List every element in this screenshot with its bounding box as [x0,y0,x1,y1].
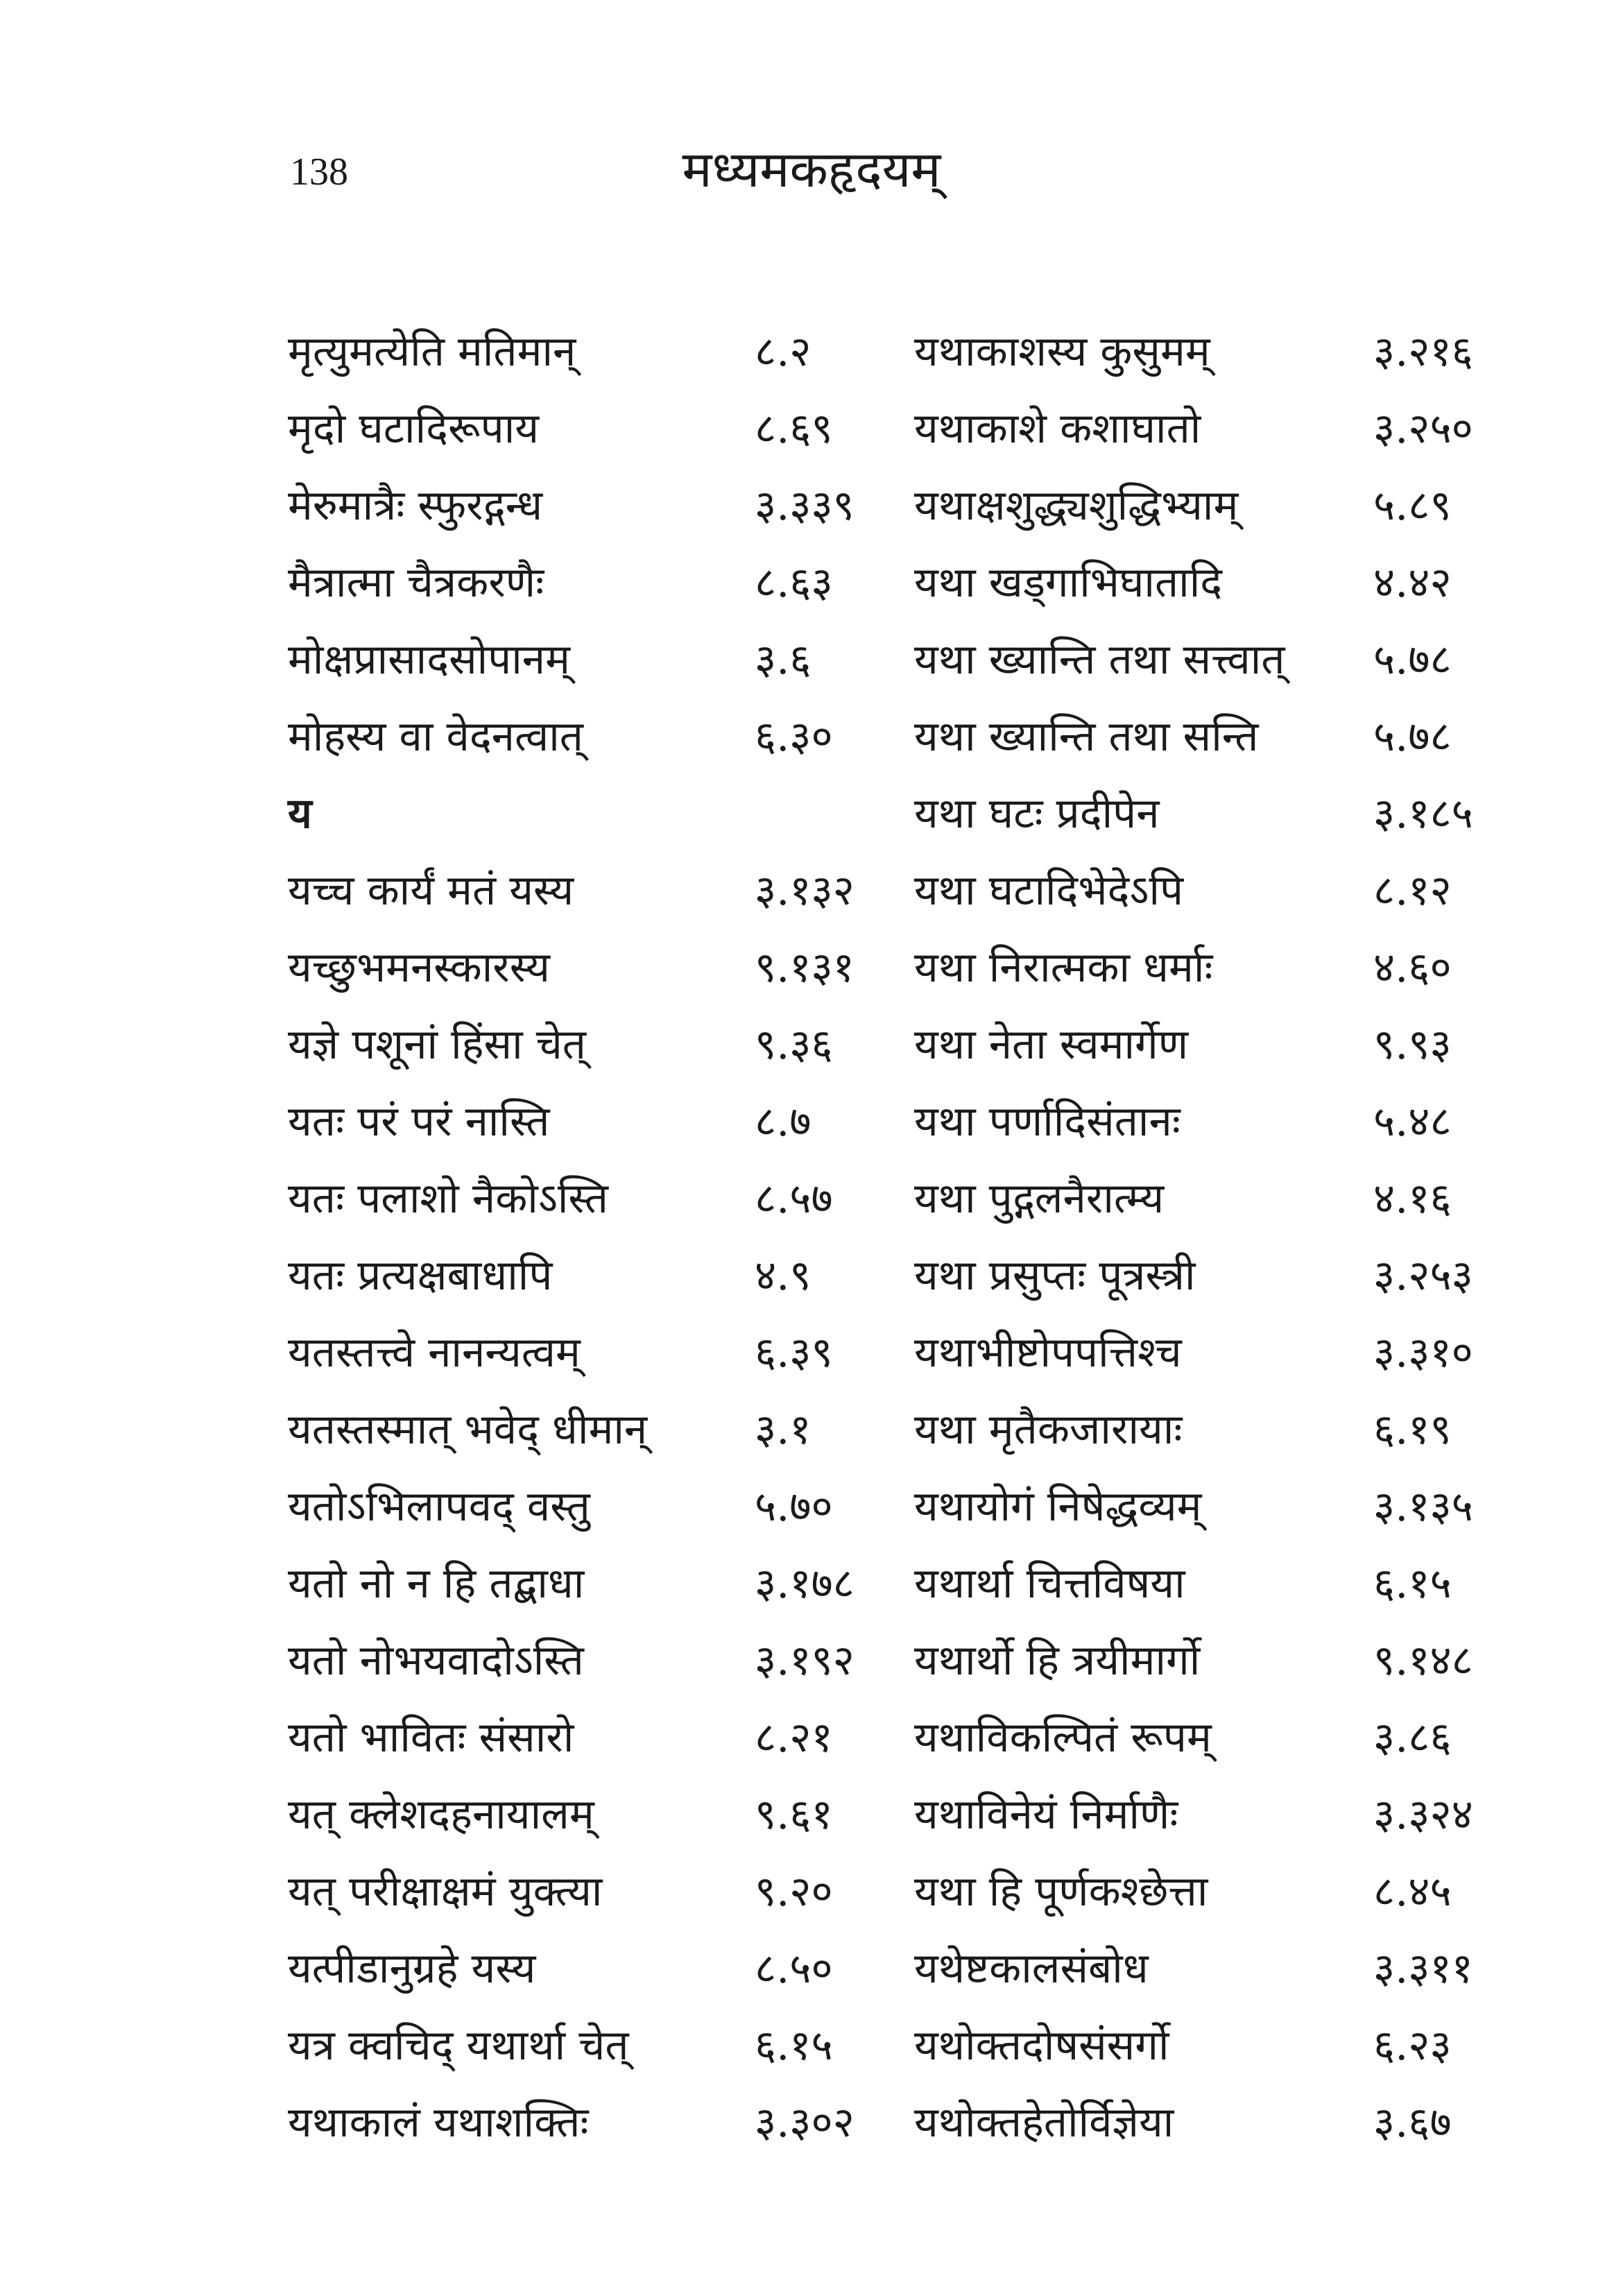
left-entry-text: यत् परीक्षाक्षमं युक्त्या [288,1867,603,1916]
right-entry-ref: ८.१२ [1373,866,1452,915]
index-row [0,1776,1623,1853]
index-row [0,1083,1623,1160]
right-entry-text: यथार्था चित्तविषया [914,1559,1185,1608]
index-row [0,776,1623,853]
left-entry-text: यतः परं परं नास्ति [288,1097,550,1146]
left-entry-ref: ८.६९ [755,404,833,453]
page-number: 138 [290,151,348,194]
left-entry-ref: ८.५० [755,1944,833,1993]
right-entry-text: यथार्थो हि त्रयीमार्गो [914,1636,1201,1685]
index-row [0,545,1623,622]
left-entry-text: यत् क्लेशदहनायालम् [288,1790,594,1839]
index-row [0,1699,1623,1776]
right-entry-ref: ६.१५ [1373,1559,1452,1608]
right-entry-text: यथा हि पूर्णकश्छेत्ता [914,1867,1208,1916]
left-entry-text: यच्छुभमनस्कारस्य [288,943,550,992]
section-letter: य [288,789,312,838]
index-row [0,622,1623,699]
right-entry-text: यथा ख्यान्ति तथा सन्ति [914,712,1259,761]
right-entry-text: यथा घटादिभेदेऽपि [914,866,1184,915]
left-entry-text: यथाकालं यथाशक्तिः [288,2098,589,2147]
left-entry-ref: ३.१९२ [755,1636,855,1685]
left-entry-ref: ३.१ [755,1405,812,1454]
right-entry-text: यथा ख्यान्ति तथा सत्त्वात् [914,635,1285,684]
index-row [0,1468,1623,1545]
left-entry-ref: ८.६३ [755,558,833,607]
right-entry-ref: ३.३११ [1373,1944,1473,1993]
left-entry-text: मैत्रात्मा चैत्रकरणैः [288,558,544,607]
left-entry-ref: ६.१५ [755,2021,833,2070]
right-entry-ref: ३.३१० [1373,1328,1473,1377]
index-row [0,1930,1623,2007]
left-entry-ref: ९.२० [755,1867,833,1916]
right-entry-text: यथोक्तहेतोर्विज्ञेया [914,2098,1174,2147]
left-entry-ref: ९.६१ [755,1790,833,1839]
index-row [0,1853,1623,1930]
left-entry-text: यतो नोभयवादोऽस्ति [288,1636,584,1685]
right-entry-text: यथा पुद्गलनैरात्म्य [914,1174,1165,1223]
right-entry-text: यथा घटः प्रदीपेन [914,789,1160,838]
left-entry-ref: ६.३९ [755,1328,833,1377]
left-entry-text: यतो भावितः संसारो [288,1713,574,1762]
right-entry-text: यथाविकल्पितं रूपम् [914,1713,1212,1762]
index-row [0,391,1623,468]
index-row [0,314,1623,391]
left-entry-text: यत्पीडानुग्रहे यस्य [288,1944,536,1993]
right-entry-ref: ५.७८ [1373,712,1452,761]
left-entry-ref: ८.२ [755,327,812,376]
right-entry-ref: ३.३२४ [1373,1790,1473,1839]
right-entry-ref: ३.१३५ [1373,1482,1473,1531]
right-entry-text: यथायोगं निषेद्धव्यम् [914,1482,1202,1531]
left-entry-text: यतोऽभिलापवद् वस्तु [288,1482,590,1531]
right-entry-text: यथाकाशस्य कुसुमम् [914,327,1210,376]
right-entry-text: यथा नेता स्वमार्गेण [914,1020,1189,1069]
right-entry-ref: ५.४८ [1373,1097,1452,1146]
left-entry-text: यतो नो न हि तद्बाधा [288,1559,585,1608]
left-entry-text: यच्च कार्यं मतं यस्य [288,866,574,915]
left-entry-ref: ८.७ [755,1097,812,1146]
left-entry-text: यतः पलाशो नैकोऽस्ति [288,1174,608,1223]
left-entry-text: यतस्तस्मात् भवेद् धीमान् [288,1405,648,1454]
index-row [0,1391,1623,1468]
index-row [0,1622,1623,1699]
left-entry-ref: ९.१३१ [755,943,855,992]
index-row [0,1237,1623,1314]
left-entry-text: मेरुमात्रैः स्फुरद्गन्ध [288,481,543,530]
right-entry-ref: ३.२५० [1373,404,1473,453]
right-entry-ref: ४.६० [1373,943,1452,992]
right-entry-text: यथा मृतैकजारायाः [914,1405,1183,1454]
right-entry-ref: ९.९३ [1373,1020,1452,1069]
right-entry-ref: ३.८६ [1373,1713,1452,1762]
right-entry-ref: ५.७८ [1373,635,1452,684]
left-entry-text: मृत्युमत्येति मतिमान् [288,327,576,376]
left-entry-text: यतस्तत्त्वे नानन्यत्वम् [288,1328,581,1377]
index-table [0,314,1623,2161]
right-entry-text: यथाकाशे कशाघातो [914,404,1201,453]
left-entry-ref: ३.६ [755,635,812,684]
page-title: मध्यमकहृदयम् [682,140,941,198]
left-entry-ref: ३.३३९ [755,481,855,530]
left-entry-text: यज्ञे पशूनां हिंसा चेत् [288,1020,586,1069]
left-entry-ref: ८.२१ [755,1713,833,1762]
right-entry-text: यथा पर्णादिसंतानः [914,1097,1180,1146]
index-row [0,2084,1623,2161]
index-row [0,929,1623,1006]
right-entry-text: यथा प्रसुप्तः पूत्रस्त्री [914,1251,1196,1300]
right-entry-text: यथाविनेयं निर्माणैः [914,1790,1178,1839]
right-entry-ref: ५.८९ [1373,481,1452,530]
right-entry-ref: ८.४५ [1373,1867,1452,1916]
index-row [0,468,1623,545]
left-entry-ref: ३.१७८ [755,1559,855,1608]
right-entry-ref: ६.२३ [1373,2021,1452,2070]
right-entry-ref: ४.४२ [1373,558,1452,607]
left-entry-text: मोहस्य वा वेदनत्वात् [288,712,583,761]
left-entry-text: यतः प्रत्यक्षबाधापि [288,1251,553,1300]
left-entry-text: यत्र क्वचिद् यथार्था चेत् [288,2021,629,2070]
right-entry-text: यथा खड्गाभिघातादि [914,558,1223,607]
left-entry-text: मृदो घटादिरूपाय [288,404,540,453]
right-entry-text: यथेष्टकालसंबोध [914,1944,1149,1993]
right-entry-ref: ४.१६ [1373,1174,1452,1223]
left-entry-ref: ३.३०२ [755,2098,855,2147]
right-entry-text: यथा निरात्मका धर्माः [914,943,1213,992]
index-row [0,1006,1623,1083]
index-row [0,853,1623,929]
right-entry-ref: ६.१९ [1373,1405,1452,1454]
left-entry-ref: ४.९ [755,1251,812,1300]
left-entry-ref: ५.७० [755,1482,833,1531]
right-entry-ref: ३.१८५ [1373,789,1473,838]
left-entry-ref: ८.५७ [755,1174,833,1223]
left-entry-ref: ६.३० [755,712,833,761]
right-entry-ref: ३.२१६ [1373,327,1473,376]
index-row [0,1314,1623,1391]
index-row [0,699,1623,776]
index-row [0,1160,1623,1237]
right-entry-ref: ३.२५३ [1373,1251,1473,1300]
right-entry-ref: ३.६७ [1373,2098,1452,2147]
left-entry-ref: ३.१३२ [755,866,855,915]
left-entry-text: मोक्षप्रासादसोपानम् [288,635,570,684]
left-entry-ref: ९.३६ [755,1020,833,1069]
right-entry-text: यथाभीष्टोपपत्तिश्च [914,1328,1182,1377]
index-row [0,2007,1623,2084]
right-entry-text: यथोक्तदोषसंसर्गो [914,2021,1169,2070]
right-entry-text: यथाक्षशुद्ध्यशुद्धिभ्याम् [914,481,1239,530]
index-row [0,1545,1623,1622]
right-entry-ref: ९.१४८ [1373,1636,1473,1685]
